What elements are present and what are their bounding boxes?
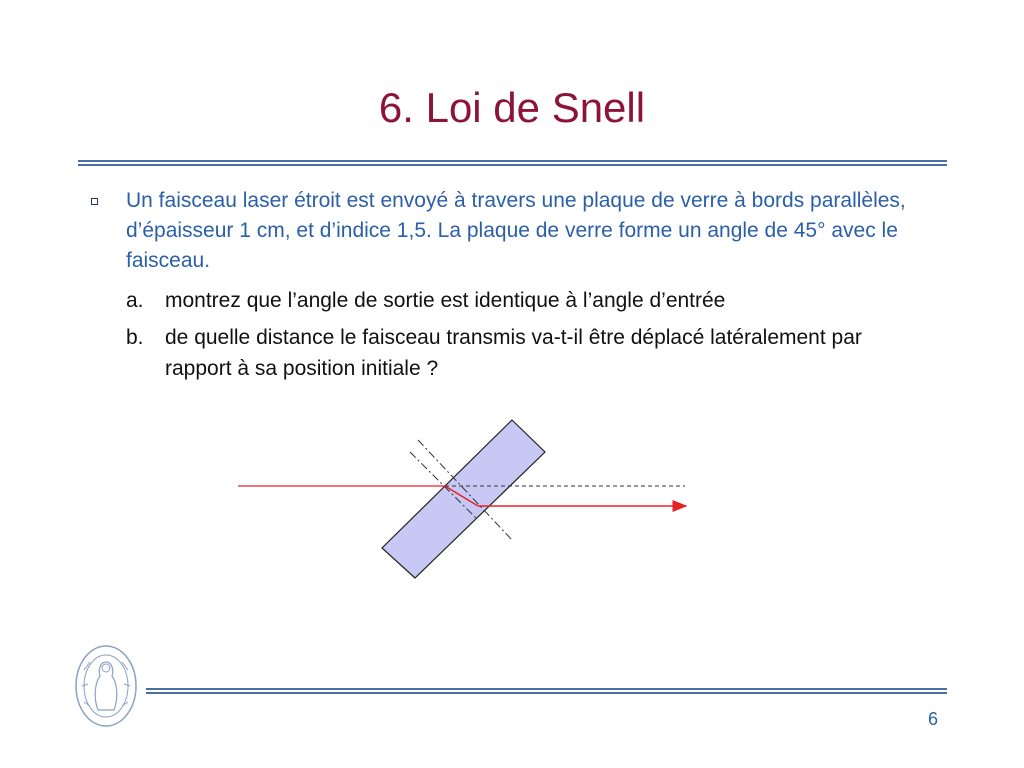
- footer-divider: [146, 688, 947, 694]
- slide-title: 6. Loi de Snell: [378, 84, 646, 131]
- page-number: 6: [927, 709, 938, 729]
- list-marker-a: a.: [126, 289, 144, 312]
- problem-statement: Un faisceau laser étroit est envoyé à travers une plaque de verre à bords parallèles, d’épaisseur 1 cm, et d’indice 1,5. La plaque de verre forme un angle de 45° avec le faisceau.: [126, 189, 906, 272]
- list-text-a: montrez que l’angle de sortie est identique à l’angle d’entrée: [165, 289, 726, 312]
- list-text-b: de quelle distance le faisceau transmis va-t-il être déplacé latéralement par rapport à sa position initiale ?: [165, 326, 862, 380]
- list-marker-b: b.: [126, 326, 144, 349]
- glass-plate: [382, 420, 545, 578]
- university-seal-logo: [70, 640, 142, 732]
